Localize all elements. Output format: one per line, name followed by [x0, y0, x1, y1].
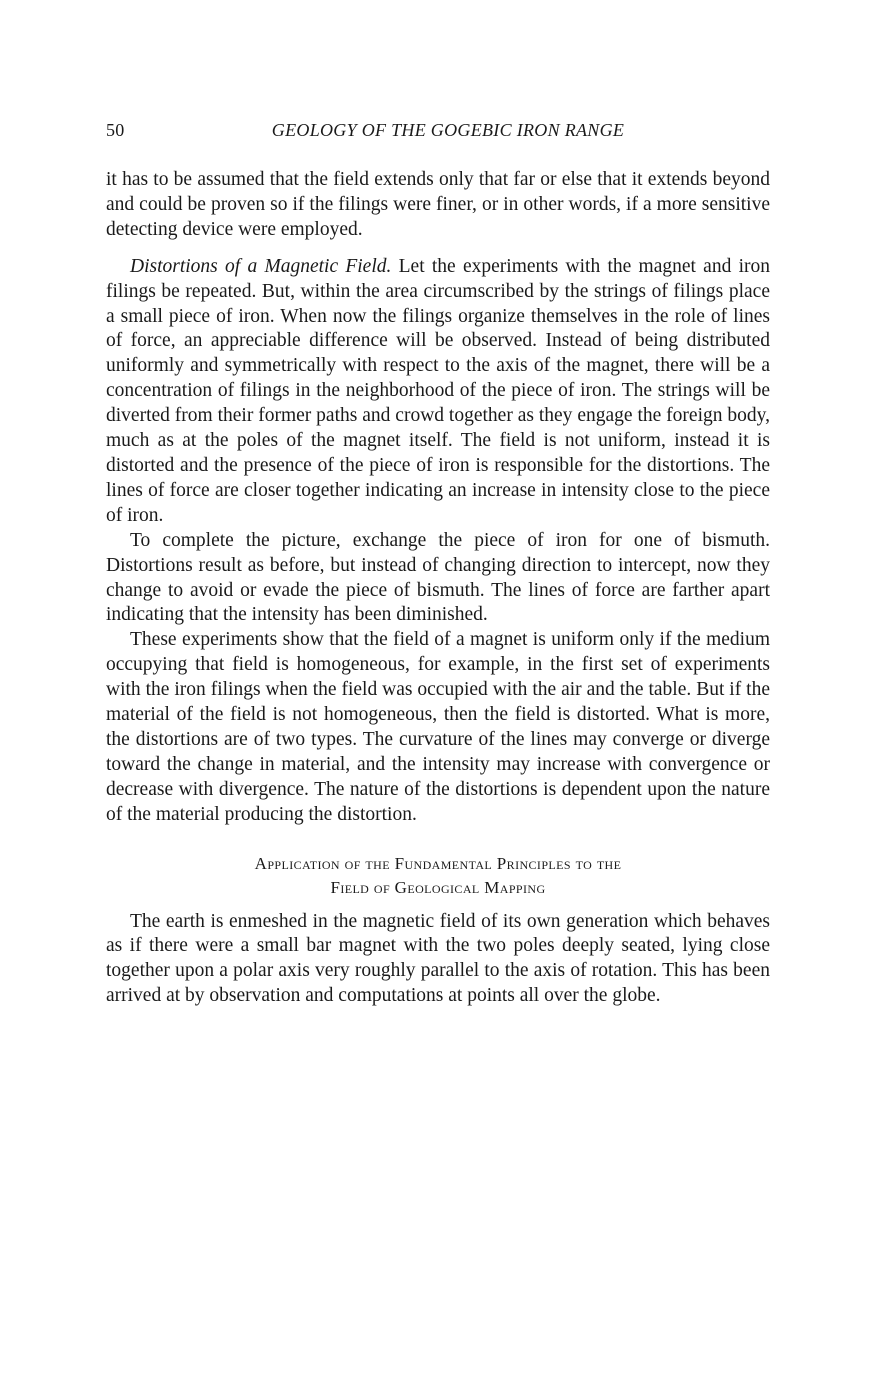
- section-heading: [146, 852, 730, 900]
- running-head: GEOLOGY OF THE GOGEBIC IRON RANGE: [271, 120, 625, 140]
- paragraph-bismuth: To complete the picture, exchange the piece of iron for one of bismuth. Distortions result as before, but instead of changing direction to intercept, now they change to avoid or evade the piece of bismuth. The lines of force are farther apart indicating that the intensity has been diminished.: [106, 529, 770, 626]
- page-header: [106, 120, 770, 146]
- body-text: [106, 168, 770, 1009]
- section-heading-line-2: Field of Geological Mapping: [330, 877, 546, 897]
- section-heading-line-1: Application of the Fundamental Principles to the: [254, 853, 622, 873]
- page-number: 50: [106, 120, 125, 140]
- paragraph-continued: it has to be assumed that the field extends only that far or else that it extends beyond and could be proven so if the filings were finer, or in other words, if a more sensitive detecting device were employed.: [106, 169, 770, 240]
- paragraph-distortions: [106, 255, 770, 529]
- run-in-heading: Distortions of a Magnetic Field.: [130, 255, 392, 277]
- paragraph-distortions-text: Let the experiments with the magnet and iron filings be repeated. But, within the area circumscribed by the strings of filings place a small piece of iron. When now the filings organize themselves in the role of lines of force, an appreciable difference will be observed. Instead of being distributed uniformly and symmetrically with respect to the axis of the magnet, there will be a concentration of filings in the neighborhood of the piece of iron. The strings will be diverted from their former paths and crowd together as they engage the foreign body, much as at the poles of the magnet itself. The field is not uniform, instead it is distorted and the presence of the piece of iron is responsible for the distortions. The lines of force are closer together indicating an increase in intensity close to the piece of iron.: [106, 255, 771, 526]
- paragraph-experiments: These experiments show that the field of a magnet is uniform only if the medium occupying that field is homogeneous, for example, in the first set of experiments with the iron filings when the field was occupied with the air and the table. But if the material of the field is not homogeneous, then the field is distorted. What is more, the distortions are of two types. The curvature of the lines may converge or diverge toward the change in material, and the intensity may increase with convergence or decrease with divergence. The nature of the distortions is dependent upon the nature of the material producing the distortion.: [106, 629, 770, 825]
- paragraph-earth-field: The earth is enmeshed in the magnetic field of its own generation which behaves as if there were a small bar magnet with the two poles deeply seated, lying close together upon a polar axis very roughly parallel to the axis of rotation. This has been arrived at by observation and computations at points all over the globe.: [106, 910, 770, 1007]
